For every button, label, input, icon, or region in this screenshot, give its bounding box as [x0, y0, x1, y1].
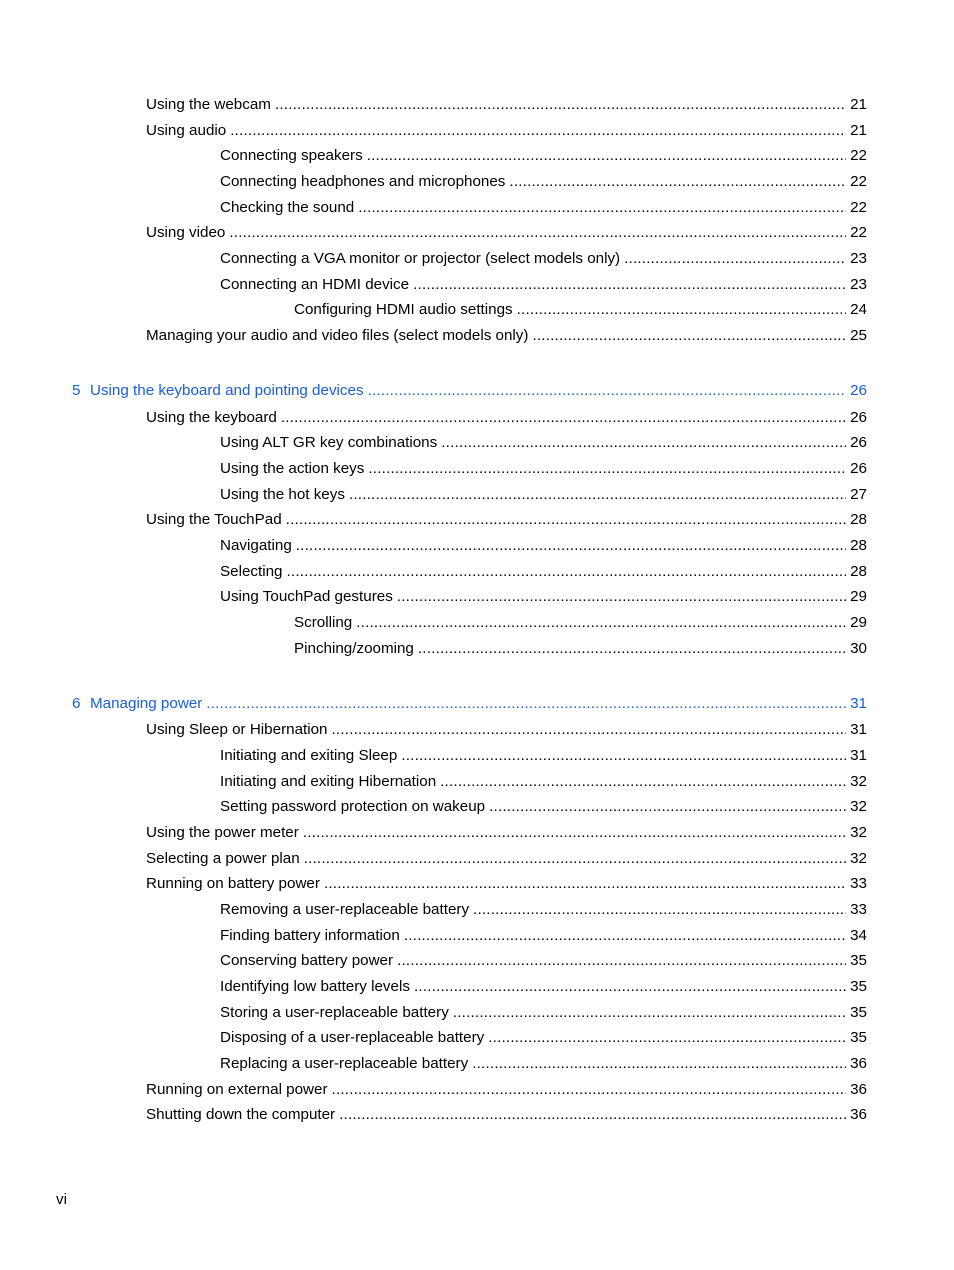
toc-entry-page: 31	[850, 695, 867, 712]
toc-entry-page: 26	[850, 409, 867, 426]
dot-leader	[367, 146, 846, 166]
dot-leader	[473, 900, 846, 920]
dot-leader	[281, 408, 846, 428]
toc-entry-page: 36	[850, 1106, 867, 1123]
toc-entry-label: Connecting speakers	[220, 147, 363, 164]
toc-entry[interactable]	[294, 639, 867, 659]
dot-leader	[517, 300, 846, 320]
toc-chapter-5[interactable]	[72, 381, 867, 401]
dot-leader	[489, 797, 846, 817]
toc-entry-page: 22	[850, 199, 867, 216]
toc-entry-label: Using TouchPad gestures	[220, 588, 393, 605]
toc-entry[interactable]	[220, 587, 867, 607]
toc-entry[interactable]	[220, 746, 867, 766]
toc-entry[interactable]	[220, 900, 867, 920]
toc-entry[interactable]	[146, 849, 867, 869]
dot-leader	[358, 198, 846, 218]
chapter-title: Managing power	[90, 695, 203, 712]
toc-entry[interactable]	[146, 121, 867, 141]
dot-leader	[440, 772, 846, 792]
page-number: vi	[56, 1191, 67, 1208]
toc-entry-page: 32	[850, 850, 867, 867]
toc-entry-page: 34	[850, 927, 867, 944]
dot-leader	[624, 249, 846, 269]
toc-entry-label: Conserving battery power	[220, 952, 394, 969]
dot-leader	[368, 381, 847, 401]
dot-leader	[286, 562, 846, 582]
toc-entry-label: Finding battery information	[220, 927, 400, 944]
toc-entry[interactable]	[220, 146, 867, 166]
toc-entry-label: Removing a user-replaceable battery	[220, 901, 470, 918]
toc-entry-label: Using the keyboard	[146, 409, 277, 426]
dot-leader	[332, 1080, 847, 1100]
toc-entry[interactable]	[220, 249, 867, 269]
dot-leader	[324, 874, 846, 894]
dot-leader	[332, 720, 847, 740]
dot-leader	[414, 977, 846, 997]
toc-entry[interactable]	[220, 433, 867, 453]
dot-leader	[441, 433, 846, 453]
toc-entry-label: Scrolling	[294, 614, 353, 631]
toc-entry-label: Running on battery power	[146, 875, 320, 892]
toc-entry-label: Using the TouchPad	[146, 511, 282, 528]
toc-entry-page: 36	[850, 1055, 867, 1072]
toc-entry[interactable]	[294, 613, 867, 633]
dot-leader	[286, 510, 846, 530]
toc-entry-page: 22	[850, 173, 867, 190]
dot-leader	[304, 849, 846, 869]
toc-entry[interactable]	[146, 223, 867, 243]
toc-entry-label: Storing a user-replaceable battery	[220, 1004, 449, 1021]
toc-entry-page: 35	[850, 952, 867, 969]
toc-entry[interactable]	[146, 408, 867, 428]
chapter-heading	[72, 381, 364, 401]
toc-entry-label: Shutting down the computer	[146, 1106, 336, 1123]
toc-entry-label: Using ALT GR key combinations	[220, 434, 438, 451]
toc-entry-label: Running on external power	[146, 1081, 328, 1098]
toc-entry-page: 35	[850, 978, 867, 995]
toc-entry-label: Using the action keys	[220, 460, 365, 477]
toc-entry-page: 29	[850, 588, 867, 605]
dot-leader	[206, 694, 846, 714]
toc-entry[interactable]	[146, 823, 867, 843]
toc-entry-page: 26	[850, 460, 867, 477]
toc-entry[interactable]	[220, 459, 867, 479]
dot-leader	[404, 926, 846, 946]
toc-entry-label: Using the hot keys	[220, 486, 345, 503]
toc-entry[interactable]	[220, 797, 867, 817]
toc-entry-label: Checking the sound	[220, 199, 355, 216]
toc-entry-page: 35	[850, 1029, 867, 1046]
toc-entry-label: Setting password protection on wakeup	[220, 798, 486, 815]
toc-entry-page: 28	[850, 511, 867, 528]
dot-leader	[368, 459, 846, 479]
chapter-title: Using the keyboard and pointing devices	[90, 382, 364, 399]
toc-entry-page: 26	[850, 382, 867, 399]
toc-entry-page: 33	[850, 901, 867, 918]
toc-entry-page: 28	[850, 563, 867, 580]
toc-entry[interactable]	[220, 1054, 867, 1074]
toc-entry-page: 32	[850, 798, 867, 815]
toc-entry-page: 21	[850, 122, 867, 139]
toc-entry-label: Using the power meter	[146, 824, 299, 841]
chapter-number: 5	[72, 382, 81, 399]
dot-leader	[349, 485, 846, 505]
toc-entry[interactable]	[220, 172, 867, 192]
toc-entry-label: Initiating and exiting Hibernation	[220, 773, 437, 790]
dot-leader	[296, 536, 846, 556]
toc-entry[interactable]	[220, 926, 867, 946]
toc-entry-page: 24	[850, 301, 867, 318]
toc-entry[interactable]	[220, 1028, 867, 1048]
toc-entry-label: Connecting headphones and microphones	[220, 173, 506, 190]
toc-entry-label: Configuring HDMI audio settings	[294, 301, 513, 318]
toc-entry-label: Using Sleep or Hibernation	[146, 721, 328, 738]
toc-entry[interactable]	[146, 95, 867, 115]
toc-entry-page: 31	[850, 747, 867, 764]
toc-entry-label: Pinching/zooming	[294, 640, 414, 657]
toc-entry-page: 27	[850, 486, 867, 503]
toc-entry[interactable]	[220, 772, 867, 792]
dot-leader	[397, 951, 846, 971]
toc-entry[interactable]	[294, 300, 867, 320]
toc-entry[interactable]	[146, 510, 867, 530]
toc-chapter-6[interactable]	[72, 694, 867, 714]
toc-entry-page: 29	[850, 614, 867, 631]
toc-entry[interactable]	[220, 198, 867, 218]
toc-entry-label: Connecting an HDMI device	[220, 276, 410, 293]
toc-entry-label: Selecting a power plan	[146, 850, 300, 867]
toc-entry-page: 36	[850, 1081, 867, 1098]
dot-leader	[397, 587, 846, 607]
toc-entry-page: 28	[850, 537, 867, 554]
toc-entry-label: Identifying low battery levels	[220, 978, 410, 995]
toc-entry[interactable]	[146, 326, 867, 346]
toc-entry[interactable]	[220, 562, 867, 582]
dot-leader	[509, 172, 846, 192]
dot-leader	[356, 613, 846, 633]
dot-leader	[275, 95, 846, 115]
toc-entry-label: Using video	[146, 224, 226, 241]
toc-entry[interactable]	[220, 951, 867, 971]
toc-entry-label: Selecting	[220, 563, 283, 580]
dot-leader	[413, 275, 846, 295]
toc-entry[interactable]	[146, 720, 867, 740]
toc-entry-label: Navigating	[220, 537, 292, 554]
toc-entry-label: Using audio	[146, 122, 227, 139]
dot-leader	[229, 223, 846, 243]
toc-entry-label: Initiating and exiting Sleep	[220, 747, 398, 764]
toc-entry-label: Connecting a VGA monitor or projector (select models only)	[220, 250, 621, 267]
toc-entry[interactable]	[220, 977, 867, 997]
toc-entry-label: Using the webcam	[146, 96, 271, 113]
toc-entry-page: 32	[850, 824, 867, 841]
toc-entry-label: Replacing a user-replaceable battery	[220, 1055, 469, 1072]
chapter-heading	[72, 694, 202, 714]
toc-entry-page: 33	[850, 875, 867, 892]
dot-leader	[488, 1028, 846, 1048]
toc-entry-page: 32	[850, 773, 867, 790]
toc-entry-page: 23	[850, 276, 867, 293]
toc-entry-page: 23	[850, 250, 867, 267]
dot-leader	[532, 326, 846, 346]
toc-entry-page: 30	[850, 640, 867, 657]
toc-entry-page: 21	[850, 96, 867, 113]
dot-leader	[230, 121, 846, 141]
dot-leader	[453, 1003, 846, 1023]
toc-entry-page: 26	[850, 434, 867, 451]
toc-entry[interactable]	[146, 1105, 867, 1125]
toc-entry[interactable]	[146, 1080, 867, 1100]
toc-entry-page: 25	[850, 327, 867, 344]
chapter-number: 6	[72, 695, 81, 712]
toc-entry-page: 22	[850, 224, 867, 241]
toc-entry-label: Managing your audio and video files (select models only)	[146, 327, 529, 344]
toc-entry[interactable]	[220, 1003, 867, 1023]
toc-entry-page: 22	[850, 147, 867, 164]
toc-entry-label: Disposing of a user-replaceable battery	[220, 1029, 485, 1046]
toc-entry[interactable]	[220, 485, 867, 505]
toc-entry-page: 31	[850, 721, 867, 738]
dot-leader	[472, 1054, 846, 1074]
dot-leader	[339, 1105, 846, 1125]
dot-leader	[303, 823, 846, 843]
dot-leader	[418, 639, 846, 659]
dot-leader	[401, 746, 846, 766]
toc-entry[interactable]	[220, 275, 867, 295]
toc-entry[interactable]	[146, 874, 867, 894]
toc-entry[interactable]	[220, 536, 867, 556]
toc-entry-page: 35	[850, 1004, 867, 1021]
